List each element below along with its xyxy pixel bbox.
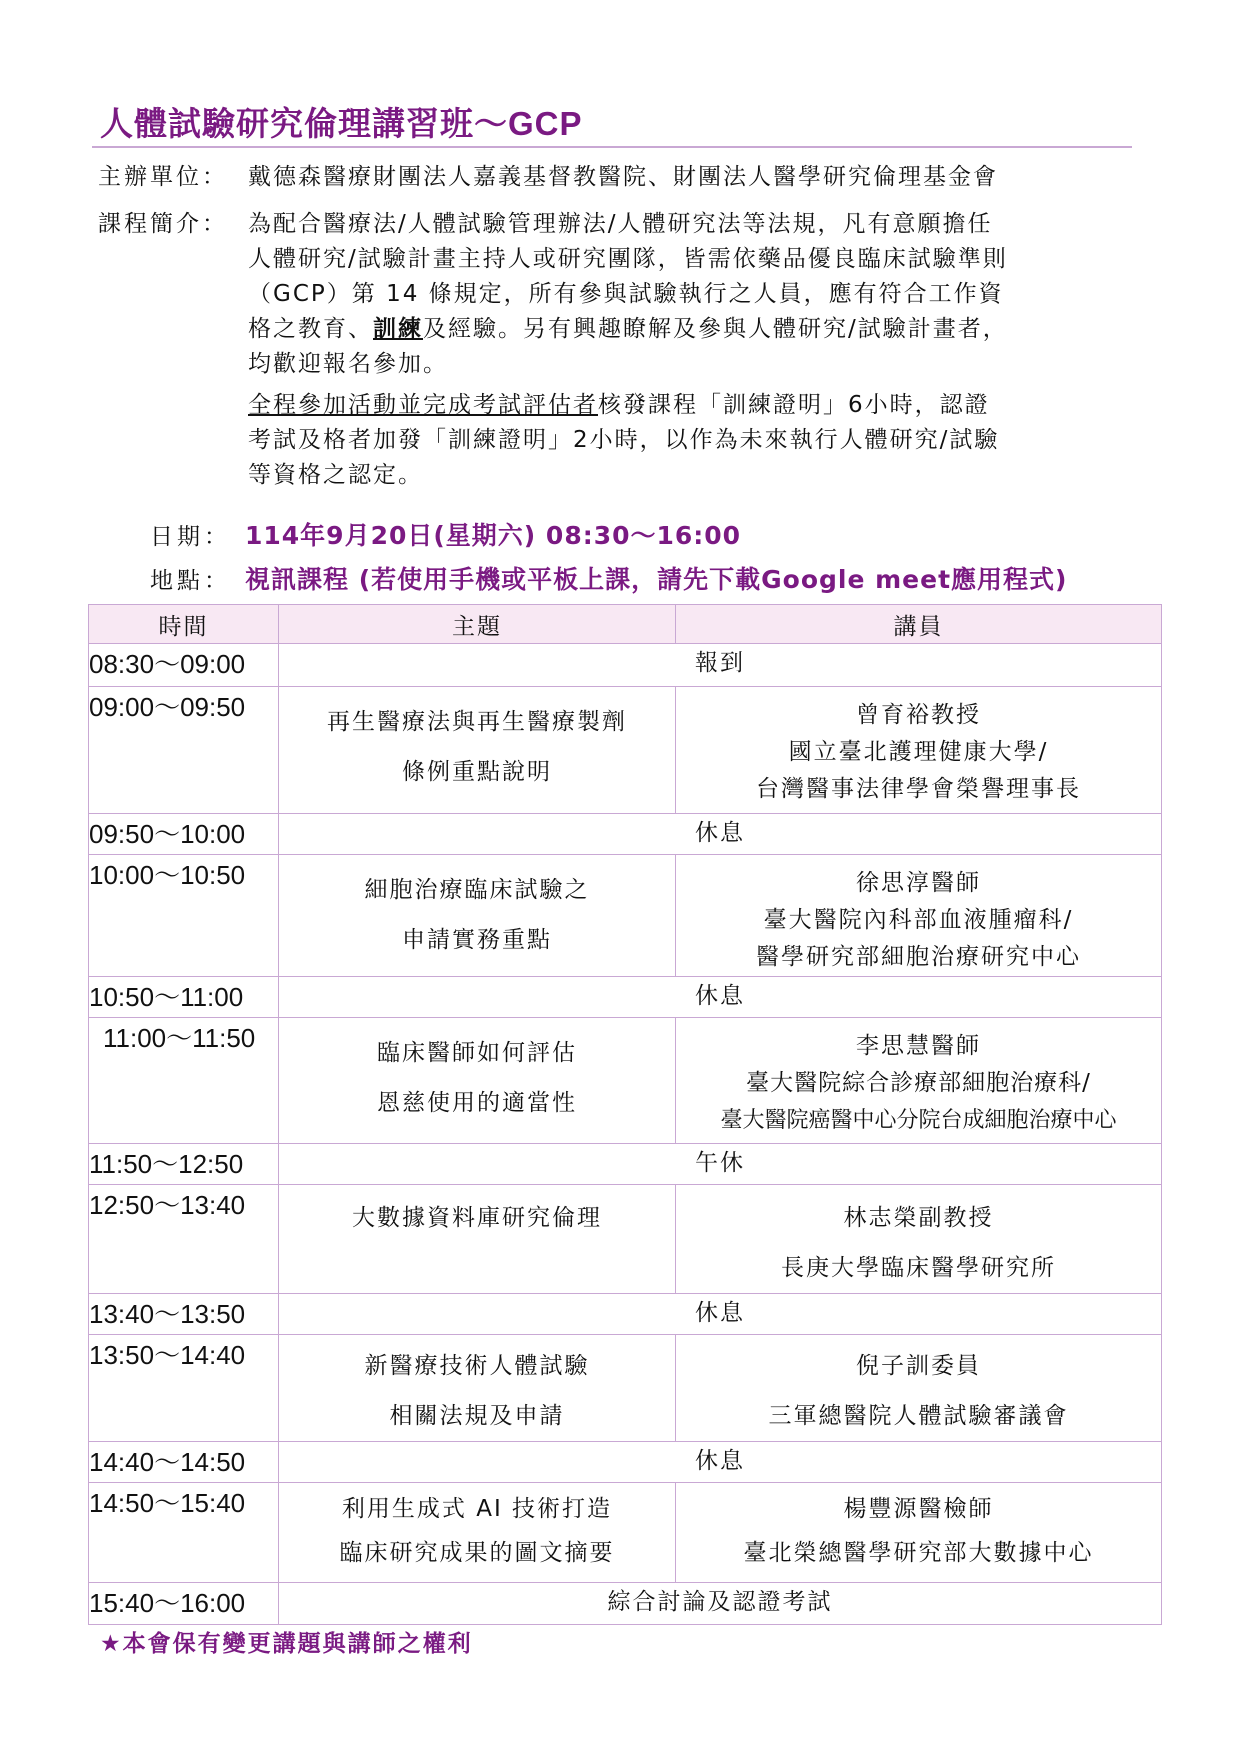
session-speaker: [676, 687, 1162, 814]
session-label: 午休: [279, 1144, 1162, 1185]
intro-paragraph-1: [248, 207, 1148, 382]
schedule-row: [89, 977, 1162, 1018]
location-label: 地點：: [150, 568, 231, 594]
intro-line: （GCP）第 14 條規定，所有參與試驗執行之人員，應有符合工作資: [248, 281, 1004, 307]
intro-text-segment: 格之教育、: [248, 316, 373, 342]
intro-line: [248, 312, 1148, 347]
date-label: 日期：: [150, 524, 231, 550]
intro-line: 考試及格者加發「訓練證明」2小時，以作為未來執行人體研究/試驗: [248, 427, 1000, 453]
location-row: [150, 562, 1067, 599]
session-label: 綜合討論及認證考試: [279, 1583, 1162, 1625]
date-value: 114年9月20日(星期六) 08:30～16:00: [245, 521, 742, 550]
session-time: 09:50～10:00: [89, 814, 279, 855]
topic-line: 相關法規及申請: [389, 1403, 565, 1429]
intro-text: [248, 207, 1148, 499]
session-time: 13:50～14:40: [89, 1335, 279, 1442]
speaker-name: 倪子訓委員: [856, 1353, 981, 1379]
speaker-name: 林志榮副教授: [843, 1205, 994, 1231]
schedule-row: [89, 814, 1162, 855]
intro-text-segment: 核發課程「訓練證明」6小時，認證: [598, 392, 990, 418]
session-time: 09:00～09:50: [89, 687, 279, 814]
session-speaker: [676, 1483, 1162, 1583]
topic-line: 臨床研究成果的圖文摘要: [339, 1540, 615, 1566]
schedule-row: [89, 1185, 1162, 1294]
speaker-name: 曾育裕教授: [856, 702, 981, 728]
header-time: 時間: [89, 605, 279, 644]
topic-line: 申請實務重點: [402, 927, 552, 953]
session-label: 休息: [279, 1294, 1162, 1335]
rights-reserved-note: ★本會保有變更講題與講師之權利: [100, 1631, 473, 1657]
page-title: 人體試驗研究倫理講習班～GCP: [100, 105, 583, 142]
topic-line: 條例重點說明: [402, 759, 552, 785]
topic-line: 細胞治療臨床試驗之: [364, 877, 590, 903]
intro-line: [248, 388, 1148, 423]
schedule-row: [89, 1294, 1162, 1335]
session-speaker: [676, 1185, 1162, 1294]
session-label: 休息: [279, 977, 1162, 1018]
topic-line: 再生醫療法與再生醫療製劑: [327, 709, 627, 735]
certificate-condition: 全程參加活動並完成考試評估者: [248, 392, 598, 418]
speaker-name: 楊豐源醫檢師: [843, 1496, 994, 1522]
session-time: 11:50～12:50: [89, 1144, 279, 1185]
session-label: 休息: [279, 1442, 1162, 1483]
speaker-affiliation: 長庚大學臨床醫學研究所: [781, 1255, 1056, 1281]
session-time: 12:50～13:40: [89, 1185, 279, 1294]
speaker-name: 徐思淳醫師: [856, 870, 981, 896]
topic-line: 大數據資料庫研究倫理: [352, 1205, 602, 1231]
header-topic: 主題: [279, 605, 676, 644]
schedule-row: [89, 855, 1162, 977]
session-time: 15:40～16:00: [89, 1583, 279, 1625]
training-emphasis: 訓練: [373, 316, 423, 342]
session-time: 14:40～14:50: [89, 1442, 279, 1483]
speaker-affiliation: 臺北榮總醫學研究部大數據中心: [743, 1540, 1094, 1566]
schedule-row: [89, 687, 1162, 814]
intro-line: 等資格之認定。: [248, 462, 423, 488]
schedule-row: [89, 1335, 1162, 1442]
session-time: 10:50～11:00: [89, 977, 279, 1018]
session-speaker: [676, 1018, 1162, 1144]
session-time: 08:30～09:00: [89, 644, 279, 687]
session-time: 11:00～11:50: [89, 1018, 279, 1144]
speaker-affiliation: 臺大醫院內科部血液腫瘤科/: [763, 907, 1074, 933]
intro-line: 為配合醫療法/人體試驗管理辦法/人體研究法等法規，凡有意願擔任: [248, 211, 993, 237]
session-topic: [279, 855, 676, 977]
schedule-row: [89, 644, 1162, 687]
header-speaker: 講員: [676, 605, 1162, 644]
speaker-affiliation: 醫學研究部細胞治療研究中心: [756, 944, 1081, 970]
schedule-row: [89, 1442, 1162, 1483]
session-label: 休息: [279, 814, 1162, 855]
session-topic: [279, 1335, 676, 1442]
schedule-row: [89, 1583, 1162, 1625]
intro-label: 課程簡介：: [98, 211, 228, 237]
session-speaker: [676, 1335, 1162, 1442]
location-value: 視訊課程 (若使用手機或平板上課，請先下載Google meet應用程式): [245, 565, 1068, 594]
intro-paragraph-2: [248, 388, 1148, 493]
session-topic: [279, 1185, 676, 1294]
session-speaker: [676, 855, 1162, 977]
intro-text-segment: 及經驗。另有興趣瞭解及參與人體研究/試驗計畫者，: [423, 316, 1008, 342]
session-time: 13:40～13:50: [89, 1294, 279, 1335]
speaker-affiliation: 國立臺北護理健康大學/: [788, 739, 1049, 765]
date-row: [150, 518, 741, 555]
schedule-row: [89, 1483, 1162, 1583]
session-time: 14:50～15:40: [89, 1483, 279, 1583]
session-time: 10:00～10:50: [89, 855, 279, 977]
session-topic: [279, 1018, 676, 1144]
speaker-name: 李思慧醫師: [856, 1033, 981, 1059]
schedule-header-row: [89, 605, 1162, 644]
speaker-affiliation: 臺大醫院癌醫中心分院台成細胞治療中心: [720, 1108, 1117, 1133]
schedule-table: [88, 604, 1162, 1625]
topic-line: 恩慈使用的適當性: [377, 1090, 577, 1116]
title-divider: [92, 146, 1132, 148]
organizer-label: 主辦單位：: [98, 164, 228, 190]
schedule-row: [89, 1018, 1162, 1144]
schedule-row: [89, 1144, 1162, 1185]
topic-line: 新醫療技術人體試驗: [364, 1353, 590, 1379]
speaker-affiliation: 台灣醫事法律學會榮譽理事長: [756, 776, 1081, 802]
session-topic: [279, 687, 676, 814]
organizer-value: 戴德森醫療財團法人嘉義基督教醫院、財團法人醫學研究倫理基金會: [248, 164, 998, 190]
topic-line: 臨床醫師如何評估: [377, 1040, 577, 1066]
speaker-affiliation: 三軍總醫院人體試驗審議會: [768, 1403, 1069, 1429]
topic-line: 利用生成式 AI 技術打造: [341, 1496, 613, 1522]
intro-line: 均歡迎報名參加。: [248, 351, 448, 377]
speaker-affiliation: 臺大醫院綜合診療部細胞治療科/: [746, 1070, 1091, 1096]
session-topic: [279, 1483, 676, 1583]
session-label: 報到: [279, 644, 1162, 687]
intro-line: 人體研究/試驗計畫主持人或研究團隊，皆需依藥品優良臨床試驗準則: [248, 246, 1008, 272]
